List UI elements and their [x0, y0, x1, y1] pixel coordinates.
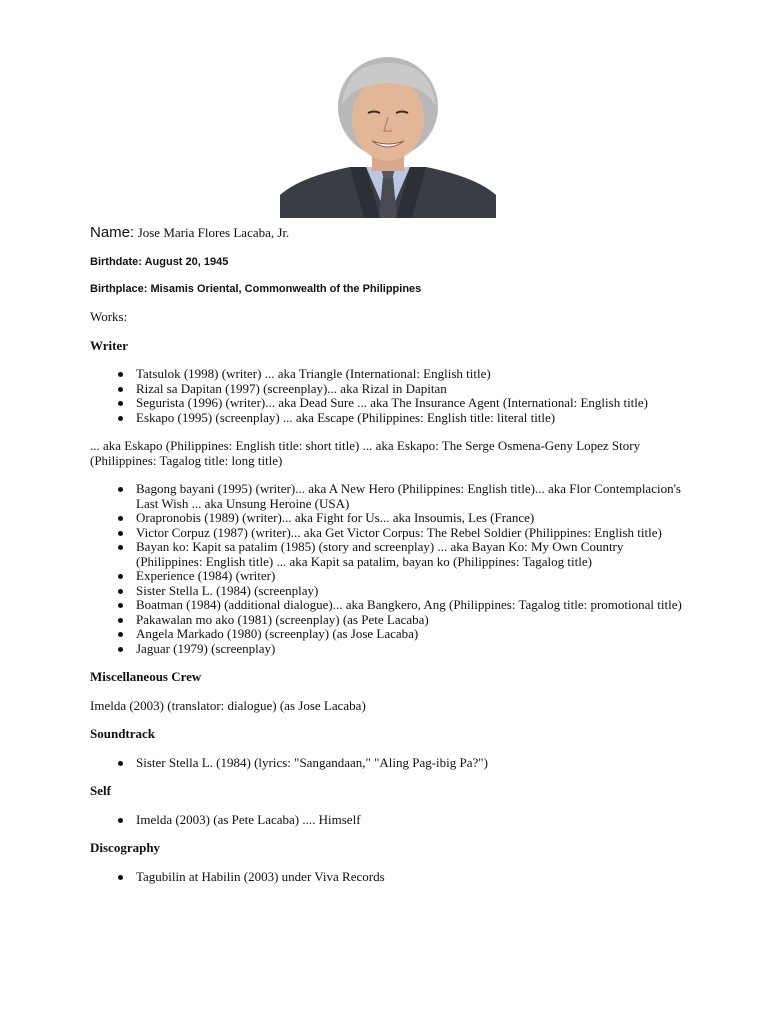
list-item: Rizal sa Dapitan (1997) (screenplay)... aka Rizal in Dapitan: [136, 382, 690, 397]
list-item: Sister Stella L. (1984) (screenplay): [136, 584, 690, 599]
soundtrack-list: [90, 756, 690, 771]
name-label: Name:: [90, 224, 135, 241]
list-item: Bayan ko: Kapit sa patalim (1985) (story and screenplay) ... aka Bayan Ko: My Own Country (Philippines: English title) ... aka Kapit sa patalim, bayan ko (Philippines: Tagalog title): [136, 540, 690, 569]
writer-list-2: [90, 482, 690, 656]
self-list: [90, 813, 690, 828]
list-item: Bagong bayani (1995) (writer)... aka A New Hero (Philippines: English title)... aka Flor Contemplacion's Last Wish ... aka Unsung Heroine (USA): [136, 482, 690, 511]
misc-text: Imelda (2003) (translator: dialogue) (as Jose Lacaba): [90, 697, 366, 713]
list-item: Segurista (1996) (writer)... aka Dead Sure ... aka The Insurance Agent (International: English title): [136, 396, 690, 411]
writer-list-1: [90, 367, 690, 425]
list-item: Angela Markado (1980) (screenplay) (as Jose Lacaba): [136, 627, 690, 642]
birthplace: Birthplace: Misamis Oriental, Commonwealth of the Philippines: [90, 282, 422, 295]
list-item: Tatsulok (1998) (writer) ... aka Triangle (International: English title): [136, 367, 690, 382]
list-item: Tagubilin at Habilin (2003) under Viva Records: [136, 870, 690, 885]
writer-paragraph: ... aka Eskapo (Philippines: English title: short title) ... aka Eskapo: The Serge Osmena-Geny Lopez Story (Philippines: Tagalog title: long title): [90, 438, 641, 468]
name-line: [90, 226, 690, 244]
section-heading-soundtrack: Soundtrack: [90, 726, 156, 741]
document-content: [90, 226, 690, 884]
works-label: Works:: [90, 309, 128, 324]
section-heading-self: Self: [90, 783, 111, 798]
portrait-photo: [280, 55, 496, 218]
list-item: Victor Corpuz (1987) (writer)... aka Get Victor Corpus: The Rebel Soldier (Philippines: English title): [136, 526, 690, 541]
list-item: Eskapo (1995) (screenplay) ... aka Escape (Philippines: English title: literal title): [136, 411, 690, 426]
list-item: Experience (1984) (writer): [136, 569, 690, 584]
list-item: Jaguar (1979) (screenplay): [136, 642, 690, 657]
section-heading-misc: Miscellaneous Crew: [90, 669, 202, 684]
list-item: Orapronobis (1989) (writer)... aka Fight for Us... aka Insoumis, Les (France): [136, 511, 690, 526]
section-heading-discography: Discography: [90, 840, 161, 855]
list-item: Boatman (1984) (additional dialogue)... aka Bangkero, Ang (Philippines: Tagalog title: promotional title): [136, 598, 690, 613]
list-item: Sister Stella L. (1984) (lyrics: "Sangandaan," "Aling Pag-ibig Pa?"): [136, 756, 690, 771]
section-heading-writer: Writer: [90, 337, 129, 353]
person-name: Jose Maria Flores Lacaba, Jr.: [137, 225, 290, 240]
portrait-image: [280, 55, 496, 218]
list-item: Imelda (2003) (as Pete Lacaba) .... Himself: [136, 813, 690, 828]
birthdate: Birthdate: August 20, 1945: [90, 256, 229, 268]
list-item: Pakawalan mo ako (1981) (screenplay) (as Pete Lacaba): [136, 613, 690, 628]
discography-list: [90, 870, 690, 885]
